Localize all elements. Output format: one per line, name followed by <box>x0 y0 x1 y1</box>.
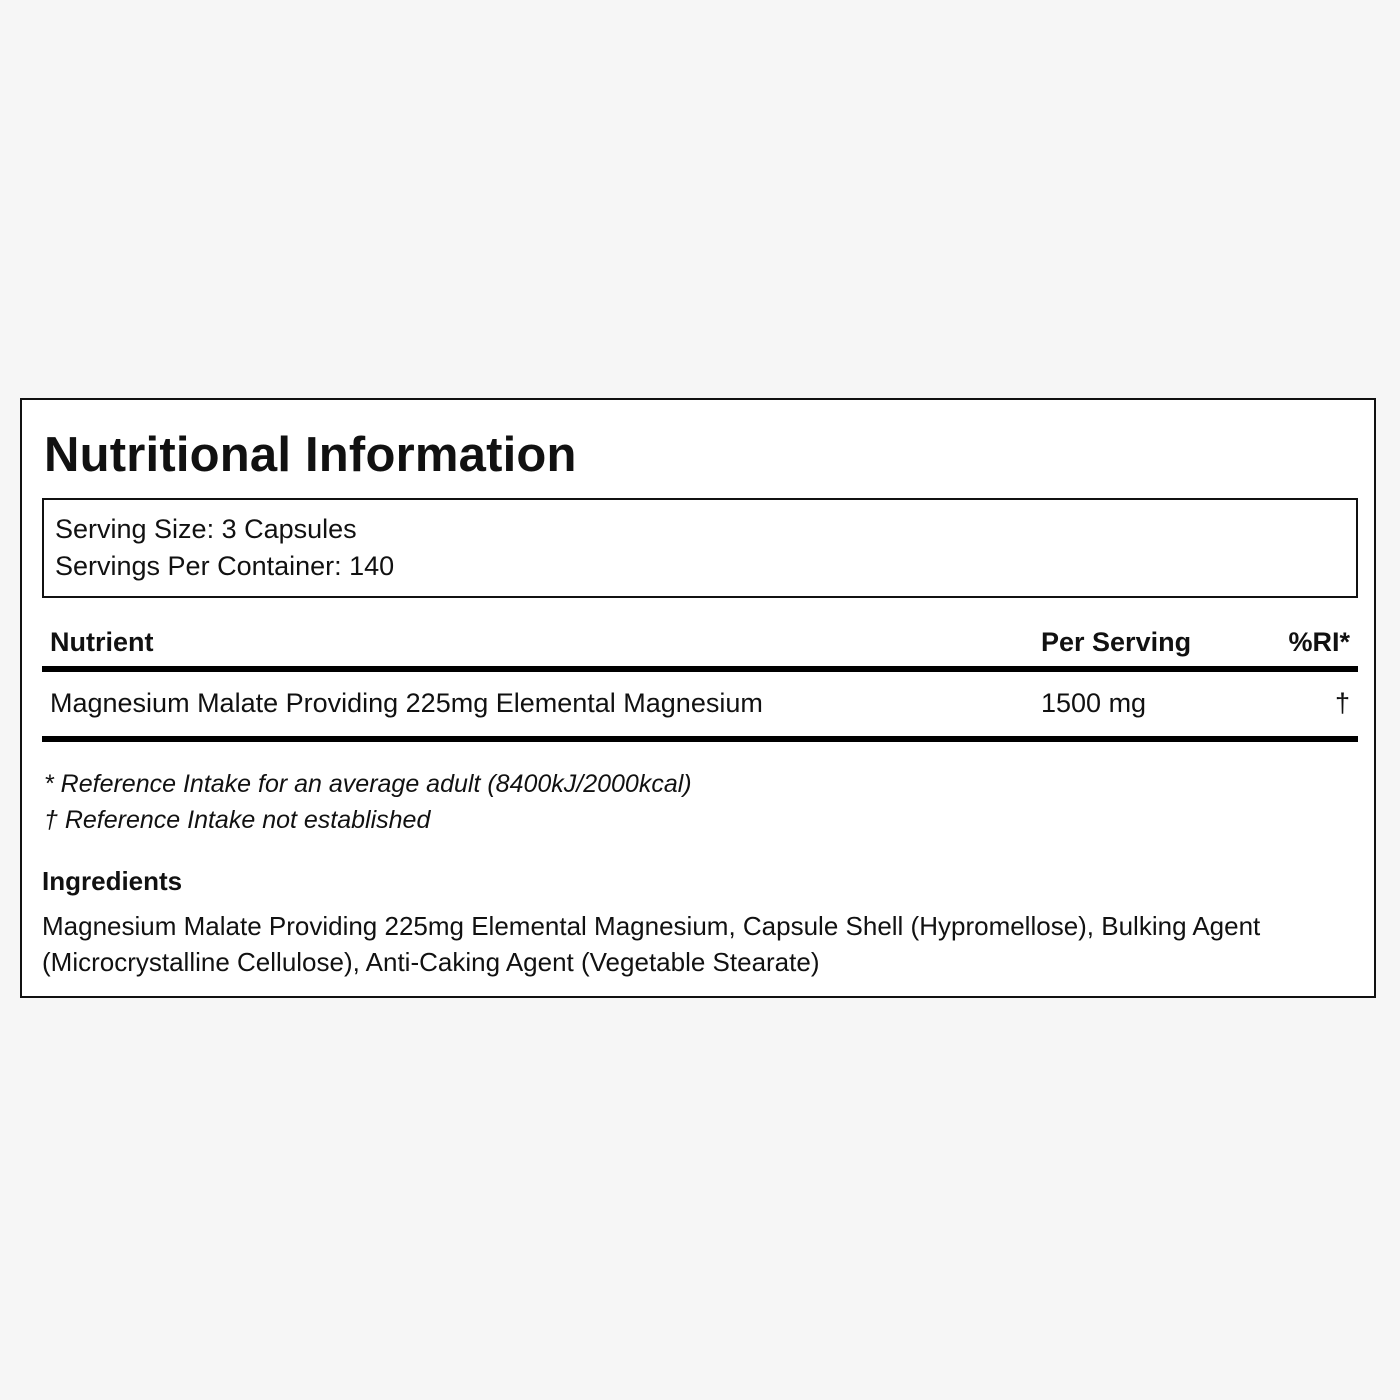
table-row <box>42 672 1358 742</box>
serving-info-box <box>42 498 1358 598</box>
footnotes <box>44 766 692 838</box>
ingredients-text: Magnesium Malate Providing 225mg Elemental Magnesium, Capsule Shell (Hypromellose), Bulking Agent (Microcrystalline Cellulose), Anti-Caking Agent (Vegetable Stearate) <box>42 911 1261 977</box>
header-nutrient: Nutrient <box>50 627 154 657</box>
serving-size: Serving Size: 3 Capsules <box>55 514 357 544</box>
label-title: Nutritional Information <box>44 428 577 482</box>
header-ri: %RI* <box>1288 627 1350 657</box>
servings-per-container: Servings Per Container: 140 <box>55 551 395 581</box>
row-per-serving: 1500 mg <box>1041 688 1147 718</box>
row-nutrient: Magnesium Malate Providing 225mg Elemental Magnesium <box>50 688 763 718</box>
nutrition-label <box>20 398 1376 998</box>
ingredients-heading: Ingredients <box>42 866 183 896</box>
header-per-serving: Per Serving <box>1041 627 1192 657</box>
row-ri: † <box>1334 688 1350 718</box>
nutrient-table <box>42 620 1358 742</box>
footnote-not-established: † Reference Intake not established <box>44 806 431 834</box>
footnote-reference-intake: * Reference Intake for an average adult (8400kJ/2000kcal) <box>44 770 692 798</box>
table-header-row <box>42 620 1358 672</box>
